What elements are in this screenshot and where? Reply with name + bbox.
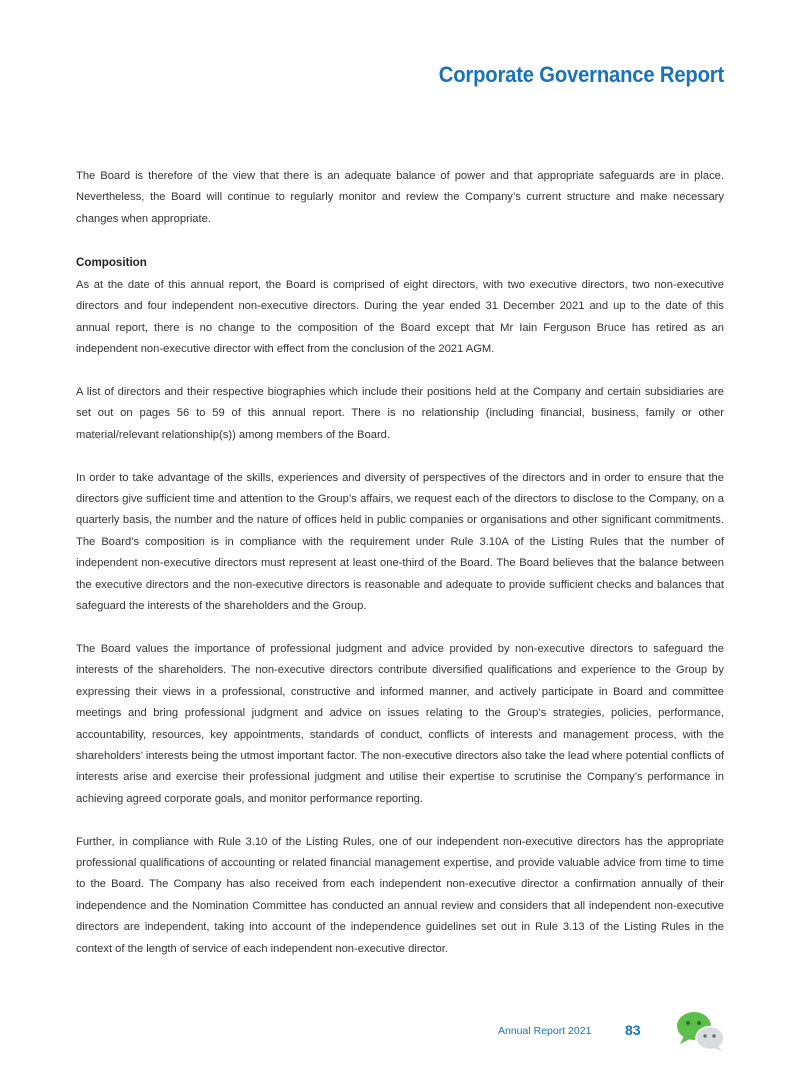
paragraph: The Board values the importance of professional judgment and advice provided by non-executive directors to safeguard the interests of the shareholders. The non-executive directors contribute diversified qualifications and experience to the Group by expressing their views in a professional, constructive and informed manner, and actively participate in Board and committee meetings and bring professional judgment and advice on issues relating to the Group’s strategies, policies, performance, accountability, resources, key appointments, standards of conduct, conflicts of interests and management process, with the shareholders’ interests being the utmost important factor. The non-executive directors also take the lead where potential conflicts of interests arise and exercise their professional judgment and utilise their expertise to scrutinise the Company’s performance in achieving agreed corporate goals, and monitor performance reporting. <box>76 642 724 805</box>
footer-report-label: Annual Report 2021 <box>498 1025 592 1037</box>
chat-bubbles-icon <box>676 1010 726 1052</box>
body-text <box>76 166 724 981</box>
paragraph: As at the date of this annual report, the Board is comprised of eight directors, with two executive directors, two non-executive directors and four independent non-executive directors. During the year ended 31 December 2021 and up to the date of this annual report, there is no change to the composition of the Board except that Mr Iain Ferguson Bruce has retired as an independent non-executive director with effect from the conclusion of the 2021 AGM. <box>76 279 724 356</box>
intro-paragraph: The Board is therefore of the view that there is an adequate balance of power and that appropriate safeguards are in place. Nevertheless, the Board will continue to regularly monitor and review the Company’s current structure and make necessary changes when appropriate. <box>76 170 724 225</box>
paragraph: In order to take advantage of the skills, experiences and diversity of perspectives of the directors and in order to ensure that the directors give sufficient time and attention to the Group’s affairs, we request each of the directors to disclose to the Company, on a quarterly basis, the number and the nature of offices held in public companies or organisations and other significant commitments. The Board’s composition is in compliance with the requirement under Rule 3.10A of the Listing Rules that the number of independent non-executive directors must represent at least one-third of the Board. The Board believes that the balance between the executive directors and the non-executive directors is reasonable and adequate to provide sufficient checks and balances that safeguard the interests of the shareholders and the Group. <box>76 471 724 613</box>
page-title: Corporate Governance Report <box>438 62 724 87</box>
paragraph: Further, in compliance with Rule 3.10 of the Listing Rules, one of our independent non-executive directors has the appropriate professional qualifications of accounting or related financial management expertise, and provide valuable advice from time to time to the Board. The Company has also received from each independent non-executive director a confirmation annually of their independence and the Nomination Committee has conducted an annual review and considers that all independent non-executive directors are independent, taking into account of the independence guidelines set out in Rule 3.13 of the Listing Rules in the context of the length of service of each independent non-executive director. <box>76 835 724 955</box>
section-heading: Composition <box>76 255 147 269</box>
page-number: 83 <box>625 1022 641 1038</box>
paragraph: A list of directors and their respective biographies which include their positions held at the Company and certain subsidiaries are set out on pages 56 to 59 of this annual report. There is no relationship (including financial, business, family or other material/relevant relationship(s)) among members of the Board. <box>76 386 724 441</box>
